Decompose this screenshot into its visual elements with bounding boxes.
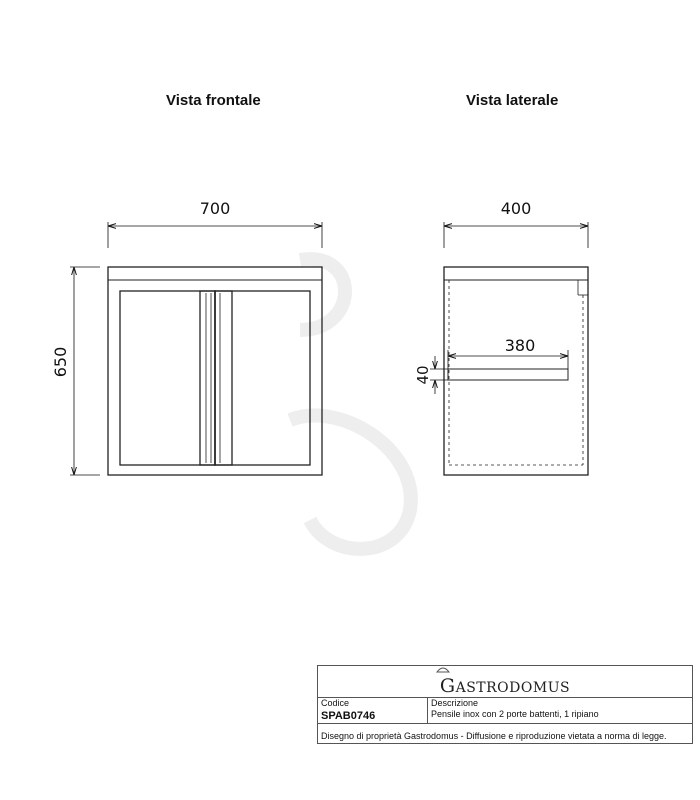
shelf-thickness-label: 40 <box>414 365 432 385</box>
description-value: Pensile inox con 2 porte battenti, 1 ripiano <box>431 709 599 719</box>
left-door-inner <box>200 291 215 465</box>
brand-logo: GASTRODOMUS <box>440 675 570 697</box>
side-view-title: Vista laterale <box>466 92 559 109</box>
shelf-depth-label: 380 <box>504 336 536 355</box>
watermark-logo <box>290 259 411 549</box>
front-view <box>108 267 322 475</box>
right-door-outer <box>215 291 310 465</box>
front-height-label: 650 <box>51 346 70 378</box>
front-width-label: 700 <box>199 199 231 218</box>
front-width-dimension <box>108 222 322 248</box>
code-value: SPAB0746 <box>321 710 376 722</box>
front-view-title: Vista frontale <box>166 92 261 109</box>
right-door-inner <box>215 291 232 465</box>
title-block <box>317 665 693 744</box>
side-view <box>444 267 588 475</box>
description-label: Descrizione <box>431 698 479 708</box>
front-height-dimension <box>70 267 100 475</box>
shelf-thickness-dimension <box>430 356 448 394</box>
description-cell <box>428 697 692 724</box>
side-depth-label: 400 <box>500 199 532 218</box>
shelf <box>448 369 568 380</box>
copyright-notice: Disegno di proprietà Gastrodomus - Diffusione e riproduzione vietata a norma di legge. <box>321 731 667 741</box>
cloche-icon <box>436 666 450 673</box>
title-block-logo-row <box>318 666 692 698</box>
code-cell <box>318 697 428 724</box>
code-label: Codice <box>321 698 350 708</box>
side-depth-dimension <box>444 222 588 248</box>
side-cabinet-outline <box>444 267 588 475</box>
left-door-outer <box>120 291 215 465</box>
